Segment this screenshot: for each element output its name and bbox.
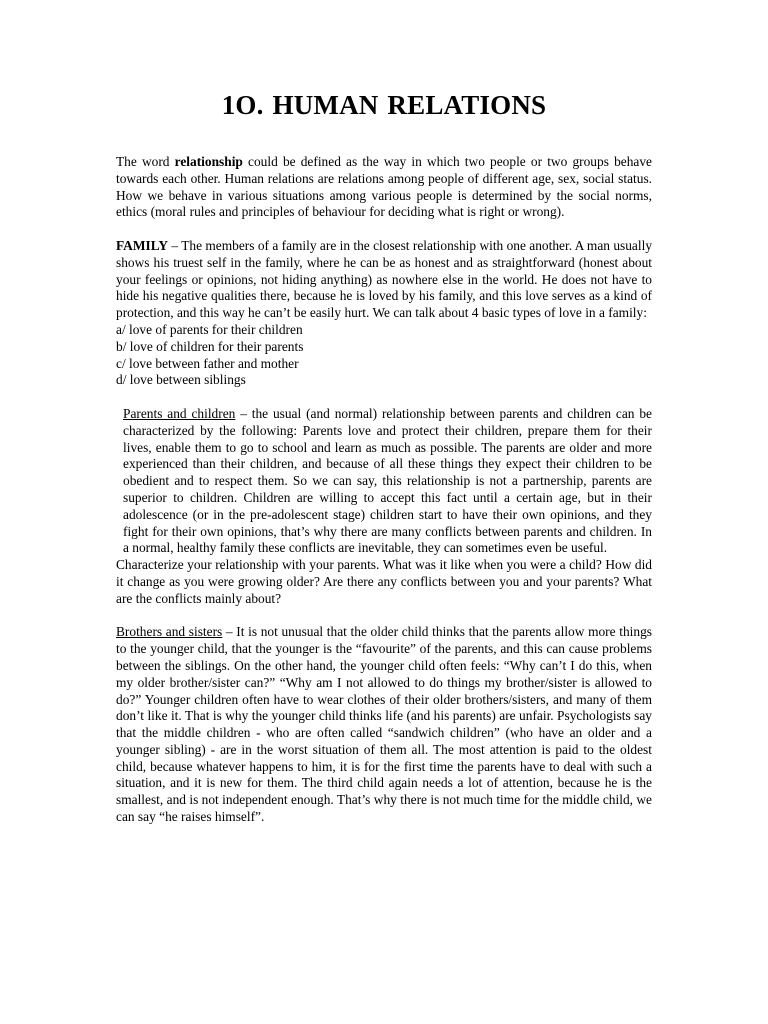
intro-paragraph <box>116 154 652 221</box>
family-list-item: c/ love between father and mother <box>116 355 299 371</box>
parents-questions: Characterize your relationship with your parents. What was it like when you were a child? How did it change as you were growing older? Are there any conflicts between you and your parents? What are the conflicts mainly about? <box>116 557 652 606</box>
family-text: – The members of a family are in the closest relationship with one another. A man usually shows his truest self in the family, where he can be as honest and as straightforward (honest about your feelings or opinions, not hiding anything) as nowhere else in the world. He does not have to hide his negative qualities there, because he is loved by his family, and this love serves as a kind of protection, and this way he can’t be easily hurt. We can talk about 4 basic types of love in a family: <box>116 237 653 321</box>
family-list-item: a/ love of parents for their children <box>116 321 303 337</box>
family-list-item: d/ love between siblings <box>116 372 246 388</box>
parents-paragraph <box>116 406 652 557</box>
family-list-item: b/ love of children for their parents <box>116 338 304 354</box>
siblings-heading: Brothers and sisters <box>116 624 223 640</box>
parents-text: – the usual (and normal) relationship between parents and children can be characterized by the following: Parents love and protect their children, prepare them for their lives, enable them to go to school and learn as much as possible. The parents are older and more experienced than their children, and because of all these things they expect their children to be obedient and to respect them. So we can say, this relationship is not a partnership, parents are superior to children. Children are willing to accept this fact until a certain age, but in their adolescence (or in the pre-adolescent stage) children start to have their own opinions, and they fight for their own opinions, that’s why there are many conflicts between parents and children. In a normal, healthy family these conflicts are inevitable, they can sometimes even be useful. <box>123 405 652 556</box>
siblings-paragraph <box>116 624 652 826</box>
intro-text-after: could be defined as the way in which two people or two groups behave towards each other. Human relations are relations among people of different age, sex, social status. How we behave in various situations among various people is determined by the social norms, ethics (moral rules and principles of behaviour for deciding what is right or wrong). <box>116 154 652 220</box>
siblings-text: – It is not unusual that the older child thinks that the parents allow more things to the younger child, that the younger is the “favourite” of the parents, and this can cause problems between the siblings. On the other hand, the younger child often feels: “Why can’t I do this, when my older brother/sister can?” “Why am I not allowed to do things my brother/sister is allowed to do?” Younger children often have to wear clothes of their older brothers/sisters, and many of them don’t like it. That is why the younger child thinks life (and his parents) are unfair. Psychologists say that the middle children - who are often called “sandwich children” (who have an older and a younger sibling) - are in the worst situation of them all. The most attention is paid to the oldest child, because whatever happens to him, it is for the first time the parents have to deal with such a situation, and it is new for them. The third child again needs a lot of attention, because he is the smallest, and is not independent enough. That’s why there is not much time for the middle child, we can say “he raises himself”. <box>116 624 652 825</box>
family-paragraph <box>116 238 652 389</box>
intro-text-before: The word <box>116 154 175 169</box>
parents-heading: Parents and children <box>123 405 236 421</box>
family-heading: FAMILY <box>116 237 169 253</box>
intro-bold-term: relationship <box>174 154 243 169</box>
page-title: 1O. HUMAN RELATIONS <box>221 90 547 120</box>
